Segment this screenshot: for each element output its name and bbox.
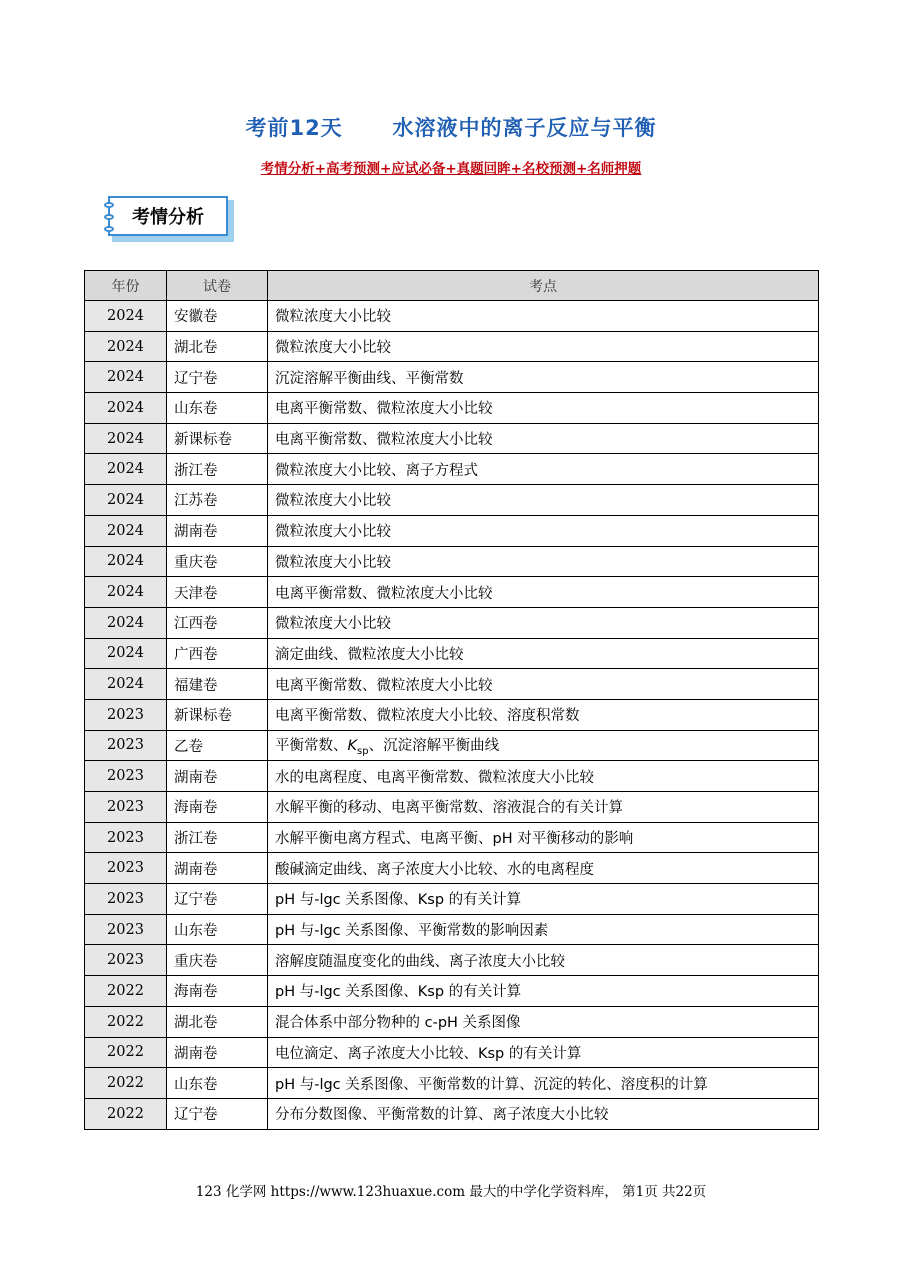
page-subtitle xyxy=(0,157,902,177)
page-title: 考前12天 水溶液中的离子反应与平衡 xyxy=(245,116,657,140)
cell-year: 2024 xyxy=(85,515,167,546)
cell-point: 微粒浓度大小比较 xyxy=(268,301,819,332)
section-badge-label: 考情分析 xyxy=(108,196,228,236)
cell-point: 电离平衡常数、微粒浓度大小比较、溶度积常数 xyxy=(268,699,819,730)
table-row xyxy=(85,822,819,853)
table-row xyxy=(85,607,819,638)
cell-point: 电位滴定、离子浓度大小比较、Ksp 的有关计算 xyxy=(268,1037,819,1068)
table-row xyxy=(85,423,819,454)
cell-paper: 辽宁卷 xyxy=(167,1098,268,1129)
cell-paper: 天津卷 xyxy=(167,577,268,608)
table-row xyxy=(85,945,819,976)
cell-point: 平衡常数、$K_{sp}$、沉淀溶解平衡曲线 xyxy=(268,730,819,761)
cell-year: 2022 xyxy=(85,1098,167,1129)
cell-paper: 江西卷 xyxy=(167,607,268,638)
cell-paper: 湖北卷 xyxy=(167,1006,268,1037)
exam-analysis-table xyxy=(84,270,819,1130)
cell-paper: 新课标卷 xyxy=(167,699,268,730)
cell-paper: 辽宁卷 xyxy=(167,884,268,915)
subtitle-text: 考情分析+高考预测+应试必备+真题回眸+名校预测+名师押题 xyxy=(260,161,642,177)
cell-point: 微粒浓度大小比较 xyxy=(268,546,819,577)
cell-point: 电离平衡常数、微粒浓度大小比较 xyxy=(268,577,819,608)
cell-point: 水的电离程度、电离平衡常数、微粒浓度大小比较 xyxy=(268,761,819,792)
table-row xyxy=(85,914,819,945)
cell-year: 2024 xyxy=(85,331,167,362)
cell-year: 2023 xyxy=(85,884,167,915)
cell-paper: 福建卷 xyxy=(167,669,268,700)
cell-year: 2023 xyxy=(85,792,167,823)
cell-point: 微粒浓度大小比较 xyxy=(268,607,819,638)
cell-paper: 湖南卷 xyxy=(167,761,268,792)
cell-paper: 山东卷 xyxy=(167,1068,268,1099)
cell-year: 2024 xyxy=(85,546,167,577)
cell-year: 2023 xyxy=(85,853,167,884)
cell-paper: 山东卷 xyxy=(167,914,268,945)
page-footer: 123 化学网 https://www.123huaxue.com 最大的中学化学资料库， 第1页 共22页 xyxy=(195,1184,707,1200)
section-badge xyxy=(104,194,236,244)
cell-paper: 海南卷 xyxy=(167,976,268,1007)
cell-paper: 辽宁卷 xyxy=(167,362,268,393)
cell-paper: 浙江卷 xyxy=(167,454,268,485)
cell-point: 酸碱滴定曲线、离子浓度大小比较、水的电离程度 xyxy=(268,853,819,884)
cell-year: 2022 xyxy=(85,976,167,1007)
notebook-ring-icon xyxy=(104,214,114,220)
table-row xyxy=(85,393,819,424)
cell-point: pH 与-lgc 关系图像、平衡常数的计算、沉淀的转化、溶度积的计算 xyxy=(268,1068,819,1099)
table-row xyxy=(85,331,819,362)
table-row xyxy=(85,1098,819,1129)
table-row xyxy=(85,485,819,516)
table-row xyxy=(85,638,819,669)
cell-year: 2024 xyxy=(85,393,167,424)
cell-point: 水解平衡的移动、电离平衡常数、溶液混合的有关计算 xyxy=(268,792,819,823)
cell-year: 2024 xyxy=(85,301,167,332)
cell-year: 2023 xyxy=(85,761,167,792)
table-row xyxy=(85,1037,819,1068)
cell-year: 2023 xyxy=(85,945,167,976)
cell-paper: 湖南卷 xyxy=(167,853,268,884)
cell-point: 微粒浓度大小比较 xyxy=(268,485,819,516)
cell-point: 电离平衡常数、微粒浓度大小比较 xyxy=(268,423,819,454)
table-row xyxy=(85,362,819,393)
cell-paper: 浙江卷 xyxy=(167,822,268,853)
cell-year: 2024 xyxy=(85,607,167,638)
table-row xyxy=(85,884,819,915)
cell-year: 2024 xyxy=(85,362,167,393)
table-header-row xyxy=(85,271,819,301)
cell-point: 电离平衡常数、微粒浓度大小比较 xyxy=(268,393,819,424)
table-row xyxy=(85,1068,819,1099)
cell-year: 2024 xyxy=(85,423,167,454)
cell-point: 水解平衡电离方程式、电离平衡、pH 对平衡移动的影响 xyxy=(268,822,819,853)
cell-paper: 安徽卷 xyxy=(167,301,268,332)
cell-paper: 湖北卷 xyxy=(167,331,268,362)
cell-year: 2022 xyxy=(85,1037,167,1068)
table-row xyxy=(85,454,819,485)
header-paper: 试卷 xyxy=(167,271,268,301)
cell-paper: 海南卷 xyxy=(167,792,268,823)
cell-point: 微粒浓度大小比较、离子方程式 xyxy=(268,454,819,485)
cell-year: 2023 xyxy=(85,914,167,945)
table-row xyxy=(85,515,819,546)
cell-paper: 山东卷 xyxy=(167,393,268,424)
cell-point: 电离平衡常数、微粒浓度大小比较 xyxy=(268,669,819,700)
cell-paper: 重庆卷 xyxy=(167,546,268,577)
cell-point: 微粒浓度大小比较 xyxy=(268,331,819,362)
cell-year: 2023 xyxy=(85,822,167,853)
cell-point: pH 与-lgc 关系图像、Ksp 的有关计算 xyxy=(268,884,819,915)
table-row xyxy=(85,792,819,823)
cell-point: 溶解度随温度变化的曲线、离子浓度大小比较 xyxy=(268,945,819,976)
cell-paper: 乙卷 xyxy=(167,730,268,761)
table-row xyxy=(85,699,819,730)
cell-year: 2024 xyxy=(85,669,167,700)
table-row xyxy=(85,577,819,608)
cell-paper: 江苏卷 xyxy=(167,485,268,516)
cell-point: pH 与-lgc 关系图像、Ksp 的有关计算 xyxy=(268,976,819,1007)
cell-paper: 重庆卷 xyxy=(167,945,268,976)
cell-year: 2024 xyxy=(85,638,167,669)
cell-point: 微粒浓度大小比较 xyxy=(268,515,819,546)
table-row xyxy=(85,730,819,761)
header-point: 考点 xyxy=(268,271,819,301)
cell-point: 分布分数图像、平衡常数的计算、离子浓度大小比较 xyxy=(268,1098,819,1129)
notebook-ring-icon xyxy=(104,226,114,232)
header-year: 年份 xyxy=(85,271,167,301)
notebook-ring-icon xyxy=(104,202,114,208)
cell-year: 2022 xyxy=(85,1006,167,1037)
table-row xyxy=(85,853,819,884)
cell-paper: 湖南卷 xyxy=(167,515,268,546)
table-row xyxy=(85,761,819,792)
table-row xyxy=(85,1006,819,1037)
cell-year: 2024 xyxy=(85,454,167,485)
cell-year: 2024 xyxy=(85,577,167,608)
cell-point: 沉淀溶解平衡曲线、平衡常数 xyxy=(268,362,819,393)
cell-year: 2023 xyxy=(85,699,167,730)
cell-paper: 广西卷 xyxy=(167,638,268,669)
cell-point: pH 与-lgc 关系图像、平衡常数的影响因素 xyxy=(268,914,819,945)
table-row xyxy=(85,976,819,1007)
cell-point: 混合体系中部分物种的 c-pH 关系图像 xyxy=(268,1006,819,1037)
cell-point: 滴定曲线、微粒浓度大小比较 xyxy=(268,638,819,669)
table-row xyxy=(85,669,819,700)
cell-year: 2022 xyxy=(85,1068,167,1099)
cell-paper: 新课标卷 xyxy=(167,423,268,454)
cell-paper: 湖南卷 xyxy=(167,1037,268,1068)
cell-year: 2024 xyxy=(85,485,167,516)
table-row xyxy=(85,301,819,332)
cell-year: 2023 xyxy=(85,730,167,761)
table-row xyxy=(85,546,819,577)
